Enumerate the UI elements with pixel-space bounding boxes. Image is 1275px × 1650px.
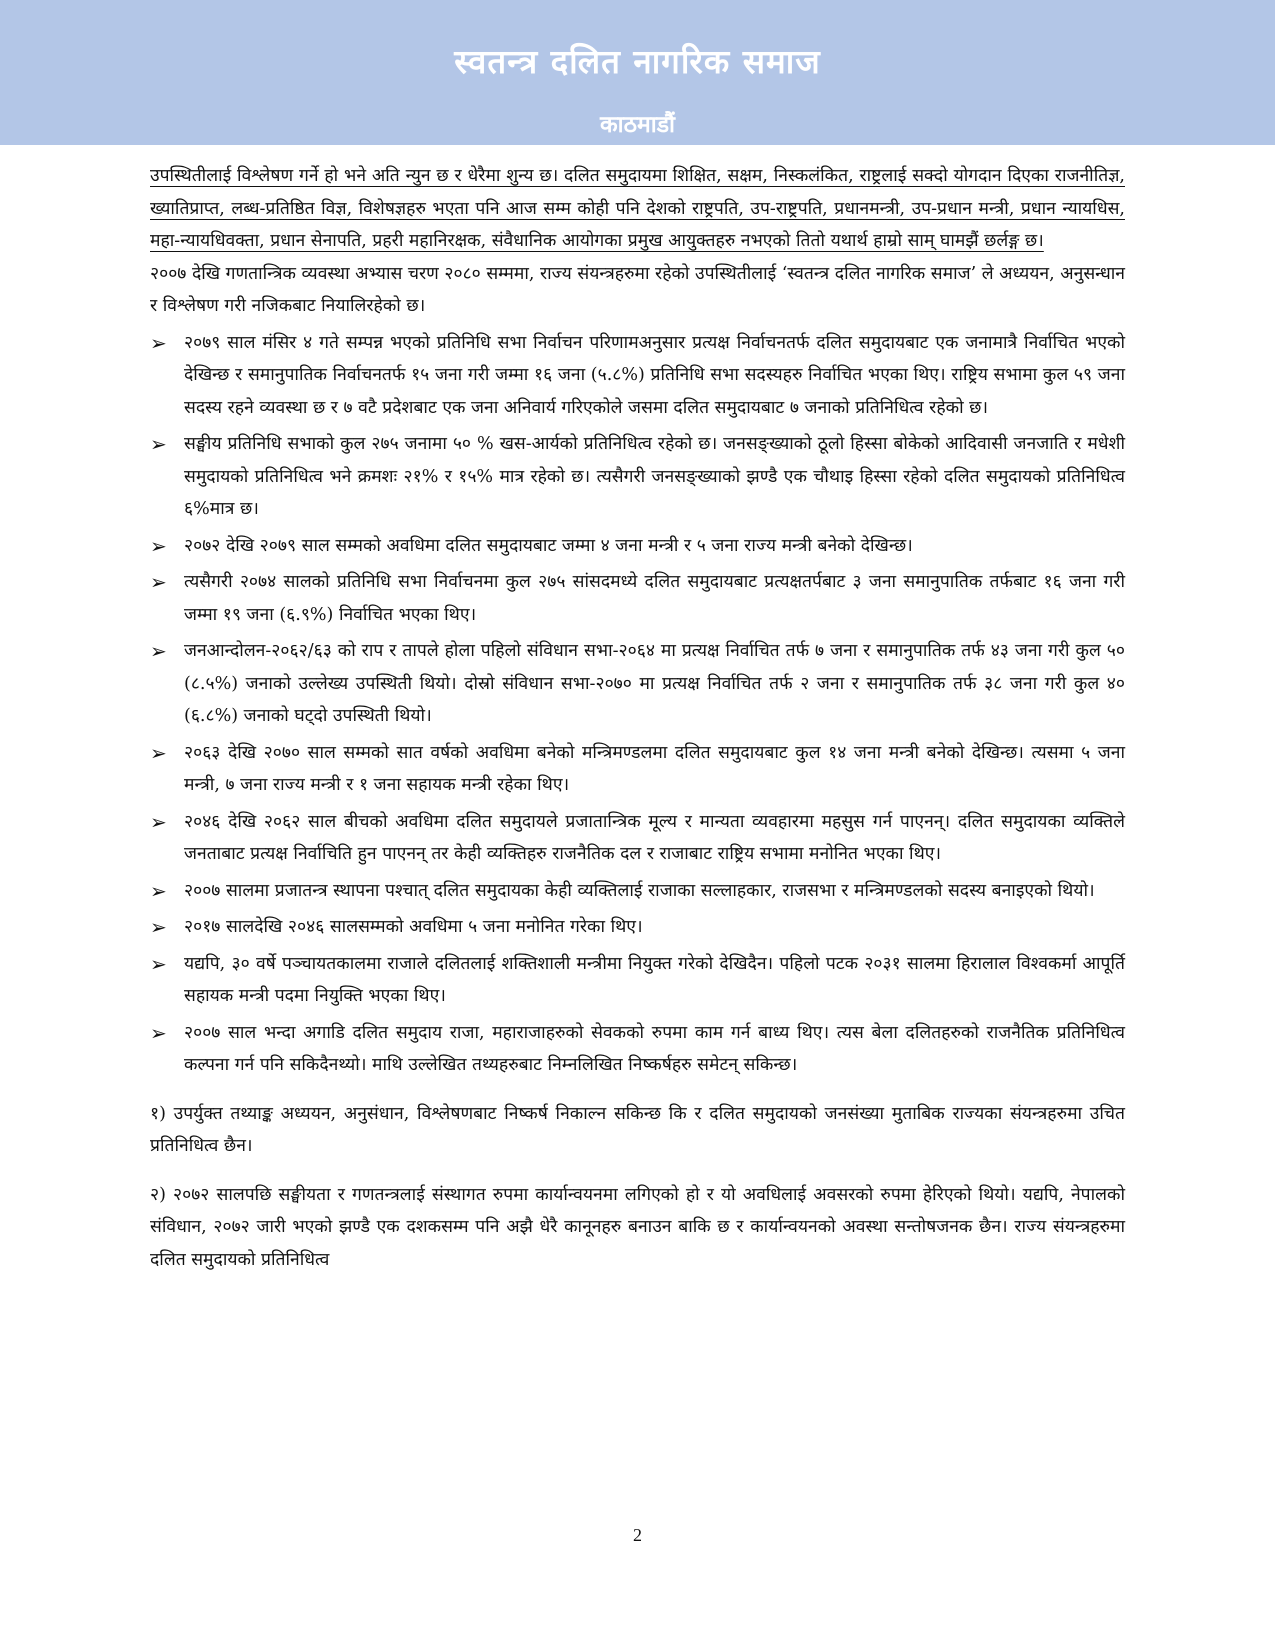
list-item	[150, 566, 1125, 631]
header-band	[0, 0, 1275, 145]
list-item-text: २०७९ साल मंसिर ४ गते सम्पन्न भएको प्रतिनिधि सभा निर्वाचन परिणामअनुसार प्रत्यक्ष निर्वाचनतर्फ दलित समुदायबाट एक जनामात्रै निर्वाचित भएको देखिन्छ र समानुपातिक निर्वाचनतर्फ १५ जना गरी जम्मा १६ जना (५.८%) प्रतिनिधि सभा सदस्यहरु निर्वाचित भएका थिए। राष्ट्रिय सभामा कुल ५९ जना सदस्य रहने व्यवस्था छ र ७ वटै प्रदेशबाट एक जना अनिवार्य गरिएकोले जसमा दलित समुदायबाट ७ जनाको प्रतिनिधित्व रहेको छ।	[184, 332, 1125, 418]
arrowhead-bullet-icon: ➢	[150, 740, 167, 765]
conclusion-paragraph-2: २) २०७२ सालपछि सङ्घीयता र गणतन्त्रलाई संस्थागत रुपमा कार्यान्वयनमा लगिएको हो र यो अवधिलाई अवसरको रुपमा हेरिएको थियो। यद्यपि, नेपालको संविधान, २०७२ जारी भएको झण्डै एक दशकसम्म पनि अझै धेरै कानूनहरु बनाउन बाकि छ र कार्यान्वयनको अवस्था सन्तोषजनक छैन। राज्य संयन्त्रहरुमा दलित समुदायको प्रतिनिधित्व	[150, 1184, 1125, 1270]
list-item-text: त्यसैगरी २०७४ सालको प्रतिनिधि सभा निर्वाचनमा कुल २७५ सांसदमध्ये दलित समुदायबाट प्रत्यक्षतर्पबाट ३ जना समानुपातिक तर्फबाट १६ जना गरी जम्मा १९ जना (६.९%) निर्वाचित भएका थिए।	[184, 572, 1125, 625]
arrowhead-bullet-icon: ➢	[150, 570, 167, 594]
arrowhead-bullet-icon: ➢	[150, 533, 167, 558]
arrowhead-bullet-icon: ➢	[150, 639, 167, 663]
list-item-text: २०६३ देखि २०७० साल सम्मको सात वर्षको अवधिमा बनेको मन्त्रिमण्डलमा दलित समुदायबाट कुल १४ जना मन्त्री बनेको देखिन्छ। त्यसमा ५ जना मन्त्री, ७ जना राज्य मन्त्री र १ जना सहायक मन्त्री रहेका थिए।	[184, 742, 1125, 795]
list-item	[150, 875, 1125, 908]
arrowhead-bullet-icon: ➢	[150, 878, 167, 903]
arrowhead-bullet-icon: ➢	[150, 809, 167, 834]
arrowhead-bullet-icon: ➢	[150, 330, 167, 355]
arrowhead-bullet-icon: ➢	[150, 915, 167, 939]
list-item	[150, 530, 1125, 563]
list-item-text: २००७ सालमा प्रजातन्त्र स्थापना पश्चात् दलित समुदायका केही व्यक्तिलाई राजाका सल्लाहकार, राजसभा र मन्त्रिमण्डलको सदस्य बनाइएको थियो।	[184, 880, 1095, 901]
findings-list	[150, 327, 1125, 1082]
list-item-text: २०१७ सालदेखि २०४६ सालसम्मको अवधिमा ५ जना मनोनित गरेका थिए।	[184, 917, 643, 937]
list-item-text: जनआन्दोलन-२०६२/६३ को राप र तापले होला पहिलो संविधान सभा-२०६४ मा प्रत्यक्ष निर्वाचित तर्फ ७ जना र समानुपातिक तर्फ ४३ जना गरी कुल ५० (८.५%) जनाको उल्लेख्य उपस्थिती थियो। दोस्रो संविधान सभा-२०७० मा प्रत्यक्ष निर्वाचित तर्फ २ जना र समानुपातिक तर्फ ३८ जना गरी कुल ४० (६.८%) जनाको घट्दो उपस्थिती थियो।	[184, 641, 1125, 726]
list-item-text: २००७ साल भन्दा अगाडि दलित समुदाय राजा, महाराजाहरुको सेवकको रुपमा काम गर्न बाध्य थिए। त्यस बेला दलितहरुको राजनैतिक प्रतिनिधित्व कल्पना गर्न पनि सकिदैनथ्यो। माथि उल्लेखित तथ्यहरुबाट निम्नलिखित निष्कर्षहरु समेटन् सकिन्छ।	[184, 1022, 1125, 1075]
list-item	[150, 948, 1125, 1013]
arrowhead-bullet-icon: ➢	[150, 432, 167, 456]
list-item	[150, 327, 1125, 425]
list-item-text: २०७२ देखि २०७९ साल सम्मको अवधिमा दलित समुदायबाट जम्मा ४ जना मन्त्री र ५ जना राज्य मन्त्री बनेको देखिन्छ।	[184, 535, 913, 556]
organization-name: स्वतन्त्र दलित नागरिक समाज	[454, 42, 821, 81]
intro-paragraph: २००७ देखि गणतान्त्रिक व्यवस्था अभ्यास चरण २०८० सम्ममा, राज्य संयन्त्रहरुमा रहेको उपस्थितीलाई ‘स्वतन्त्र दलित नागरिक समाज’ ले अध्ययन, अनुसन्धान र विश्लेषण गरी नजिकबाट नियालिरहेको छ।	[150, 263, 1126, 316]
document-body	[150, 160, 1125, 1276]
list-item	[150, 737, 1125, 802]
organization-city: काठमाडौं	[600, 112, 675, 138]
page-number: 2	[633, 1525, 642, 1545]
arrowhead-bullet-icon: ➢	[150, 951, 167, 976]
arrowhead-bullet-icon: ➢	[150, 1020, 167, 1045]
underlined-intro-paragraph: उपस्थितीलाई विश्लेषण गर्ने हो भने अति न्युन छ र धेरैमा शुन्य छ। दलित समुदायमा शिक्षित, सक्षम, निस्कलंकित, राष्ट्रलाई सक्दो योगदान दिएका राजनीतिज्ञ, ख्यातिप्राप्त, लब्ध-प्रतिष्ठित विज्ञ, विशेषज्ञहरु भएता पनि आज सम्म कोही पनि देशको राष्ट्रपति, उप-राष्ट्रपति, प्रधानमन्त्री, उप-प्रधान मन्त्री, प्रधान न्यायधिस, महा-न्यायधिवक्ता, प्रधान सेनापति, प्रहरी महानिरक्षक, संवैधानिक आयोगका प्रमुख आयुक्तहरु नभएको तितो यथार्थ हाम्रो साम् घामझैं छर्लङ्ग छ।	[150, 166, 1125, 251]
list-item-text: २०४६ देखि २०६२ साल बीचको अवधिमा दलित समुदायले प्रजातान्त्रिक मूल्य र मान्यता व्यवहारमा महसुस गर्न पाएनन्। दलित समुदायका व्यक्तिले जनताबाट प्रत्यक्ष निर्वाचिति हुन पाएनन् तर केही व्यक्तिहरु राजनैतिक दल र राजाबाट राष्ट्रिय सभामा मनोनित भएका थिए।	[184, 811, 1125, 864]
list-item	[150, 806, 1125, 871]
list-item	[150, 428, 1125, 526]
list-item-text: सङ्घीय प्रतिनिधि सभाको कुल २७५ जनामा ५० % खस-आर्यको प्रतिनिधित्व रहेको छ। जनसङ्ख्याको ठूलो हिस्सा बोकेको आदिवासी जनजाति र मधेशी समुदायको प्रतिनिधित्व भने क्रमशः २१% र १५% मात्र रहेको छ। त्यसैगरी जनसङ्ख्याको झण्डै एक चौथाइ हिस्सा रहेको दलित समुदायको प्रतिनिधित्व ६%मात्र छ।	[184, 434, 1125, 519]
list-item-text: यद्यपि, ३० वर्षे पञ्चायतकालमा राजाले दलितलाई शक्तिशाली मन्त्रीमा नियुक्त गरेको देखिदैन। पहिलो पटक २०३१ सालमा हिरालाल विश्वकर्मा आपूर्ति सहायक मन्त्री पदमा नियुक्ति भएका थिए।	[184, 953, 1125, 1006]
list-item	[150, 1017, 1125, 1082]
conclusion-paragraph-1: १) उपर्युक्त तथ्याङ्क अध्ययन, अनुसंधान, विश्लेषणबाट निष्कर्ष निकाल्न सकिन्छ कि र दलित समुदायको जनसंख्या मुताबिक राज्यका संयन्त्रहरुमा उचित प्रतिनिधित्व छैन।	[150, 1103, 1125, 1156]
list-item	[150, 635, 1125, 733]
list-item	[150, 911, 1125, 944]
